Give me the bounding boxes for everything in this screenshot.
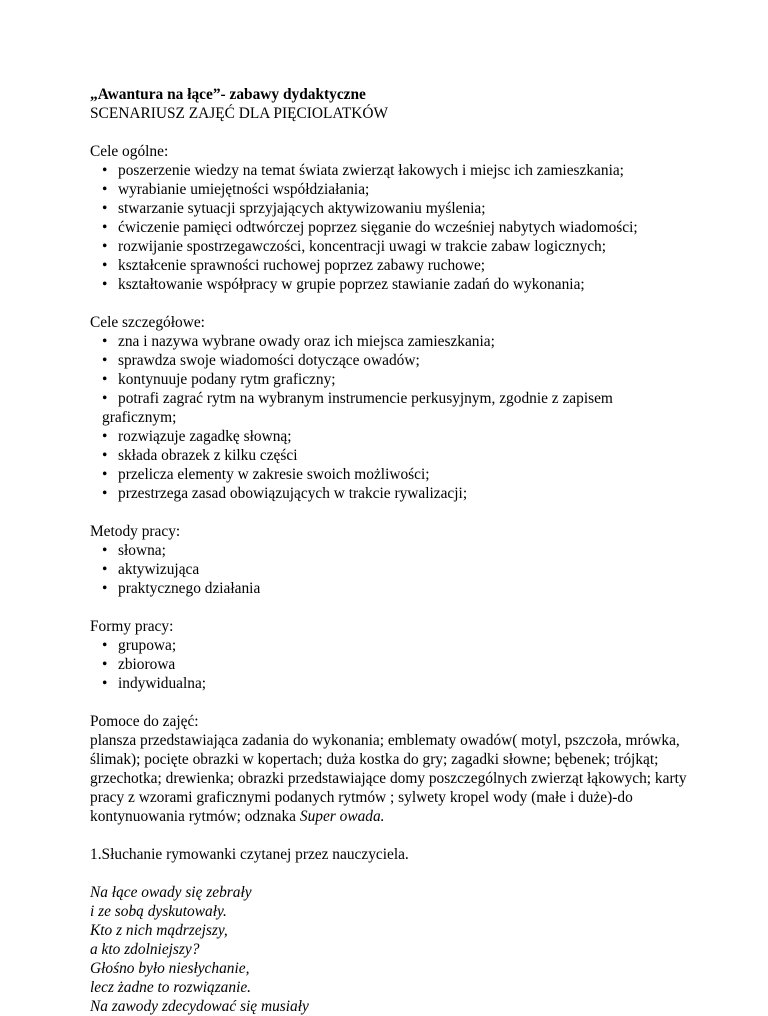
list-item: • zna i nazywa wybrane owady oraz ich miejsca zamieszkania;: [90, 332, 690, 351]
list-item: • stwarzanie sytuacji sprzyjających aktywizowaniu myślenia;: [90, 199, 690, 218]
poem-line: Kto z nich mądrzejszy,: [90, 922, 228, 939]
poem-line: lecz żadne to rozwiązanie.: [90, 979, 252, 996]
list-item: • ćwiczenie pamięci odtwórczej poprzez sięganie do wcześniej nabytych wiadomości;: [90, 218, 690, 237]
section-heading: Cele szczegółowe:: [90, 314, 205, 331]
poem: [90, 883, 690, 1016]
badge-name: Super owada.: [299, 808, 385, 825]
pomoce-text: plansza przedstawiająca zadania do wykonania; emblematy owadów( motyl, pszczoła, mrówka, ślimak); pocięte obrazki w kopertach; duża kostka do gry; zagadki słowne; bębenek; trójkąt; grzechotka; drewienka; obrazki przedstawiające domy poszczególnych zwierząt łąkowych; karty pracy z wzorami graficznymi podanych rytmów ; sylwety kropel wody (małe i duże)-do kontynuowania rytmów; odznaka: [90, 732, 687, 825]
list-item: • rozwijanie spostrzegawczości, koncentracji uwagi w trakcie zabaw logicznych;: [90, 237, 690, 256]
poem-line: Na zawody zdecydować się musiały: [90, 998, 309, 1015]
section-cele-ogolne: [90, 142, 690, 294]
list-item: • indywidualna;: [90, 674, 690, 693]
list-item: • kontynuuje podany rytm graficzny;: [90, 370, 690, 389]
list-item: • kształcenie sprawności ruchowej poprzez zabawy ruchowe;: [90, 256, 690, 275]
list-item: [90, 389, 690, 427]
document-page: [90, 85, 690, 1016]
list-item: • aktywizująca: [90, 560, 690, 579]
section-heading: Pomoce do zajęć:: [90, 713, 199, 730]
bullet-list: [90, 636, 690, 693]
section-cele-szczegolowe: [90, 313, 690, 503]
poem-line: Na łące owady się zebrały: [90, 884, 252, 901]
poem-line: Głośno było niesłychanie,: [90, 960, 250, 977]
list-item: • zbiorowa: [90, 655, 690, 674]
list-item: • praktycznego działania: [90, 579, 690, 598]
bullet-list: [90, 541, 690, 598]
list-item: • rozwiązuje zagadkę słowną;: [90, 427, 690, 446]
section-pomoce: [90, 712, 690, 826]
section-formy: [90, 617, 690, 693]
list-item: • sprawdza swoje wiadomości dotyczące owadów;: [90, 351, 690, 370]
list-item-text: potrafi zagrać rytm na wybranym instrumencie perkusyjnym, zgodnie z zapisem: [118, 390, 613, 407]
pomoce-paragraph: [90, 731, 690, 826]
section-metody: [90, 522, 690, 598]
section-step1: [90, 845, 690, 864]
bullet-list: [90, 161, 690, 294]
list-item: • składa obrazek z kilku części: [90, 446, 690, 465]
list-item: • słowna;: [90, 541, 690, 560]
list-item: • grupowa;: [90, 636, 690, 655]
list-item: • przestrzega zasad obowiązujących w trakcie rywalizacji;: [90, 484, 690, 503]
list-item: • kształtowanie współpracy w grupie poprzez stawianie zadań do wykonania;: [90, 275, 690, 294]
list-item: • poszerzenie wiedzy na temat świata zwierząt łakowych i miejsc ich zamieszkania;: [90, 161, 690, 180]
list-item: • wyrabianie umiejętności współdziałania;: [90, 180, 690, 199]
list-item: • przelicza elementy w zakresie swoich możliwości;: [90, 465, 690, 484]
bullet-list: [90, 332, 690, 503]
document-title: „Awantura na łące”- zabawy dydaktyczne: [90, 86, 366, 103]
section-heading: Formy pracy:: [90, 618, 174, 635]
section-heading: Cele ogólne:: [90, 143, 169, 160]
document-subtitle: SCENARIUSZ ZAJĘĆ DLA PIĘCIOLATKÓW: [90, 105, 388, 122]
poem-line: a kto zdolniejszy?: [90, 941, 200, 958]
section-heading: Metody pracy:: [90, 523, 181, 540]
list-item-continuation: graficznym;: [102, 409, 177, 426]
poem-line: i ze sobą dyskutowały.: [90, 903, 227, 920]
step-text: 1.Słuchanie rymowanki czytanej przez nauczyciela.: [90, 846, 409, 863]
bullet-icon: •: [102, 390, 108, 407]
